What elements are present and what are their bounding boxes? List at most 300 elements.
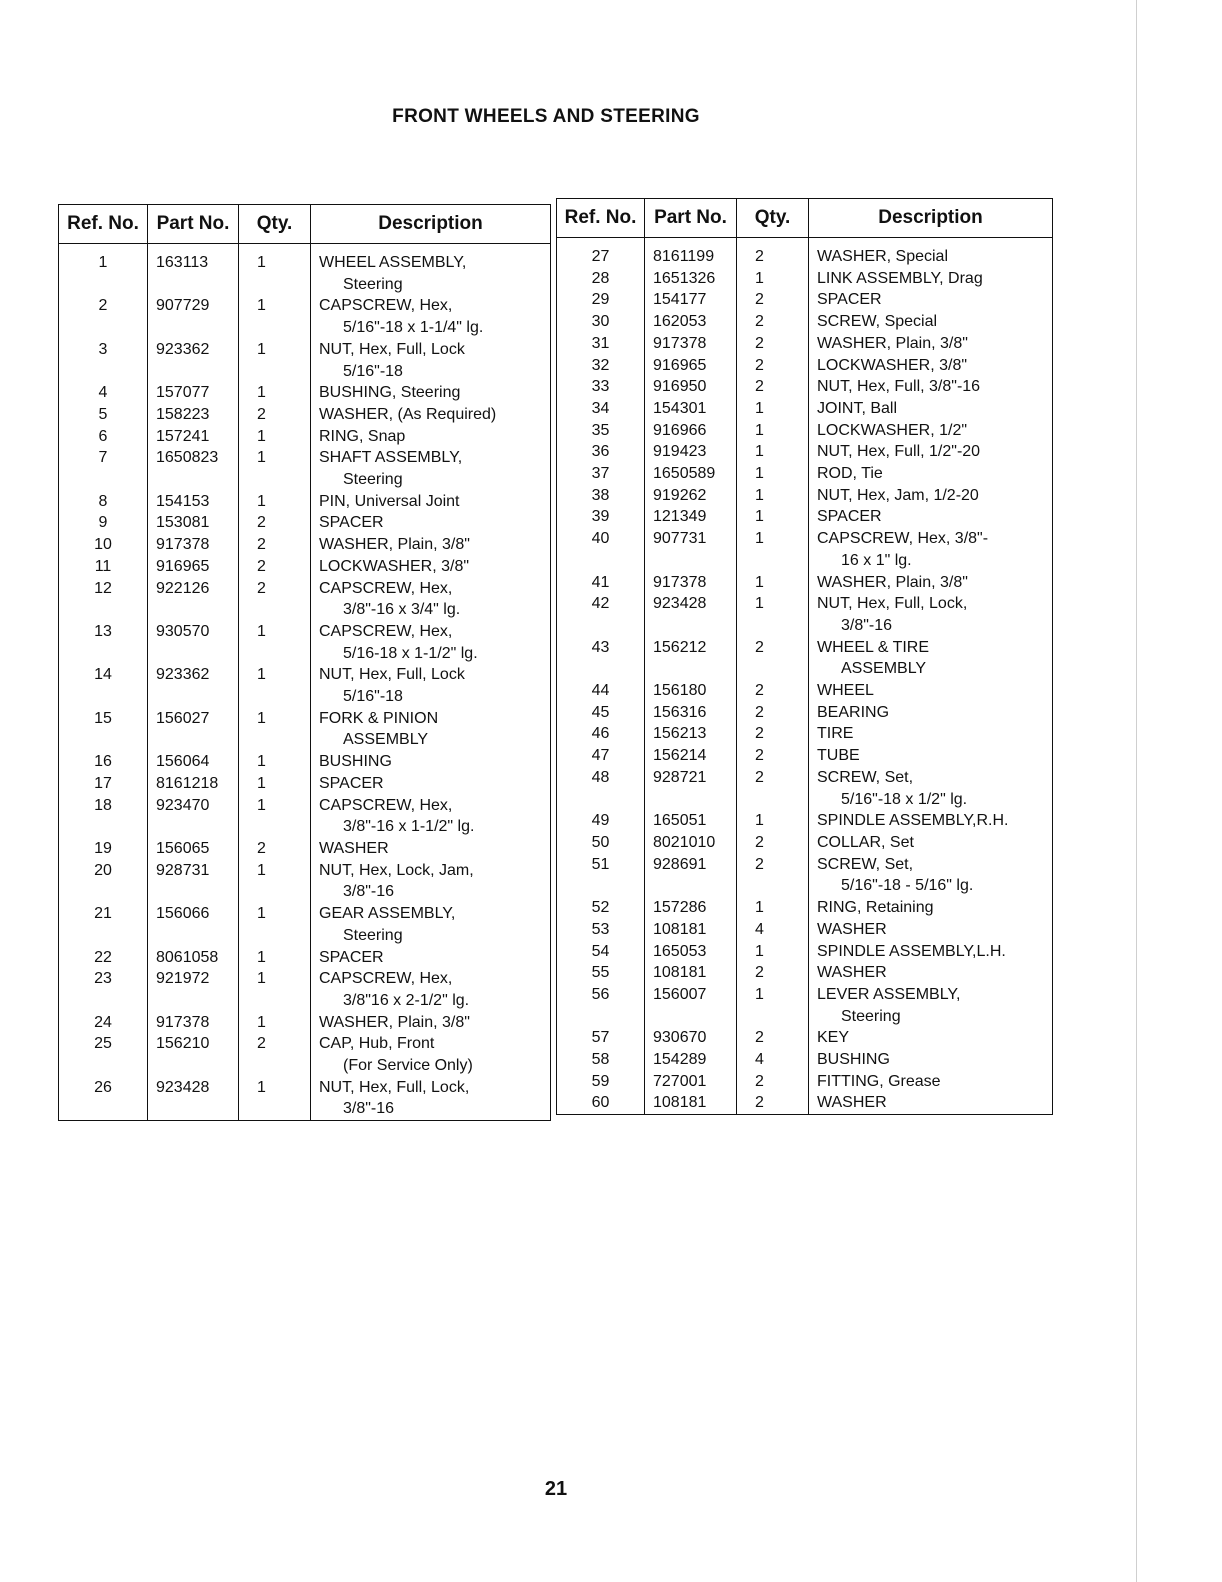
description-line: WASHER, Plain, 3/8"	[319, 536, 470, 554]
qty-cell: 1	[239, 426, 311, 448]
description-cell	[311, 751, 551, 773]
description-line: SPACER	[319, 948, 384, 966]
ref-no-cell: 18	[59, 795, 148, 838]
qty-cell: 2	[737, 376, 809, 398]
description-cell	[311, 621, 551, 664]
description-line: WHEEL ASSEMBLY,	[319, 254, 467, 271]
table-row	[557, 745, 1053, 767]
description-line: FORK & PINION	[319, 709, 439, 727]
part-no-cell: 1650823	[148, 447, 239, 490]
ref-no-cell: 51	[557, 854, 645, 897]
ref-no-cell: 36	[557, 441, 645, 463]
description-cell	[809, 506, 1053, 528]
part-no-cell: 162053	[645, 311, 737, 333]
description-continuation: 3/8"-16	[343, 883, 395, 901]
table-row	[59, 556, 551, 578]
part-no-cell: 156066	[148, 903, 239, 946]
description-cell	[311, 795, 551, 838]
description-line: LEVER ASSEMBLY,	[817, 985, 961, 1003]
part-no-cell: 165053	[645, 941, 737, 963]
ref-no-cell: 7	[59, 447, 148, 490]
table-row	[557, 810, 1053, 832]
qty-cell: 1	[737, 441, 809, 463]
ref-no-cell: 33	[557, 376, 645, 398]
table-row	[557, 463, 1053, 485]
part-no-cell: 917378	[645, 333, 737, 355]
ref-no-cell: 44	[557, 680, 645, 702]
part-no-cell: 928731	[148, 860, 239, 903]
description-line: CAPSCREW, Hex, 3/8"-	[817, 530, 989, 548]
table-row	[59, 1012, 551, 1034]
part-no-cell: 916965	[148, 556, 239, 578]
table-row	[557, 441, 1053, 463]
part-no-cell: 8061058	[148, 947, 239, 969]
description-line: WASHER	[319, 839, 389, 857]
description-line: TIRE	[817, 725, 854, 743]
qty-cell: 1	[737, 810, 809, 832]
description-line: KEY	[817, 1029, 850, 1047]
part-no-cell: 156213	[645, 723, 737, 745]
description-line: SCREW, Special	[817, 313, 938, 331]
part-no-cell: 108181	[645, 962, 737, 984]
ref-no-cell: 11	[59, 556, 148, 578]
description-cell	[809, 311, 1053, 333]
description-cell	[809, 420, 1053, 442]
ref-no-cell: 48	[557, 767, 645, 810]
table-row	[59, 947, 551, 969]
description-cell	[809, 1092, 1053, 1114]
header-qty: Qty.	[239, 205, 311, 244]
description-line: GEAR ASSEMBLY,	[319, 905, 456, 923]
part-no-cell: 157286	[645, 897, 737, 919]
table-row	[59, 534, 551, 556]
description-line: WASHER	[817, 964, 887, 982]
ref-no-cell: 56	[557, 984, 645, 1027]
table-row	[557, 289, 1053, 311]
description-continuation: 5/16"-18	[343, 688, 403, 706]
description-line: WASHER	[817, 920, 887, 938]
description-line: JOINT, Ball	[817, 399, 898, 417]
description-cell	[311, 968, 551, 1011]
ref-no-cell: 57	[557, 1027, 645, 1049]
description-continuation: (For Service Only)	[343, 1057, 473, 1075]
description-cell	[809, 702, 1053, 724]
description-line: WASHER, Plain, 3/8"	[319, 1013, 470, 1031]
part-no-cell: 156212	[645, 637, 737, 680]
description-line: WASHER, Plain, 3/8"	[817, 334, 968, 352]
description-line: LOCKWASHER, 1/2"	[817, 421, 968, 439]
ref-no-cell: 3	[59, 339, 148, 382]
table-row	[557, 528, 1053, 571]
description-cell	[809, 376, 1053, 398]
table-row	[557, 1049, 1053, 1071]
table-row	[557, 506, 1053, 528]
table-row	[557, 1071, 1053, 1093]
description-line: NUT, Hex, Full, Lock,	[817, 595, 968, 613]
table-row	[59, 968, 551, 1011]
description-line: WASHER, (As Required)	[319, 405, 497, 423]
table-row	[59, 773, 551, 795]
qty-cell: 1	[239, 252, 311, 295]
ref-no-cell: 12	[59, 578, 148, 621]
qty-cell: 2	[737, 1027, 809, 1049]
part-no-cell: 154153	[148, 491, 239, 513]
ref-no-cell: 20	[59, 860, 148, 903]
description-cell	[809, 246, 1053, 268]
qty-cell: 2	[737, 246, 809, 268]
description-line: WASHER	[817, 1094, 887, 1112]
header-row	[59, 205, 551, 244]
ref-no-cell: 6	[59, 426, 148, 448]
table-row	[557, 854, 1053, 897]
part-no-cell: 919262	[645, 485, 737, 507]
description-cell	[311, 534, 551, 556]
part-no-cell: 154177	[645, 289, 737, 311]
description-cell	[809, 897, 1053, 919]
qty-cell: 2	[737, 289, 809, 311]
qty-cell: 2	[737, 637, 809, 680]
description-cell	[809, 1027, 1053, 1049]
table-row	[557, 593, 1053, 636]
qty-cell: 2	[239, 512, 311, 534]
qty-cell: 2	[737, 745, 809, 767]
qty-cell: 1	[737, 463, 809, 485]
qty-cell: 1	[239, 903, 311, 946]
table-row	[557, 246, 1053, 268]
table-row	[557, 984, 1053, 1027]
qty-cell: 2	[737, 832, 809, 854]
ref-no-cell: 58	[557, 1049, 645, 1071]
description-continuation: 3/8"-16 x 1-1/2" lg.	[343, 818, 475, 836]
description-continuation: Steering	[343, 471, 403, 489]
header-description: Description	[311, 205, 551, 244]
ref-no-cell: 26	[59, 1077, 148, 1121]
part-no-cell: 930670	[645, 1027, 737, 1049]
part-no-cell: 153081	[148, 512, 239, 534]
qty-cell: 1	[239, 295, 311, 338]
description-line: NUT, Hex, Jam, 1/2-20	[817, 486, 979, 504]
part-no-cell: 923362	[148, 339, 239, 382]
description-continuation: 3/8"16 x 2-1/2" lg.	[343, 991, 470, 1009]
header-ref-no: Ref. No.	[557, 199, 645, 238]
description-cell	[809, 984, 1053, 1027]
ref-no-cell: 41	[557, 572, 645, 594]
description-line: SPINDLE ASSEMBLY,R.H.	[817, 812, 1009, 830]
description-continuation: Steering	[343, 926, 403, 944]
table-row	[59, 491, 551, 513]
description-cell	[809, 355, 1053, 377]
description-line: NUT, Hex, Full, Lock,	[319, 1078, 470, 1096]
description-cell	[809, 485, 1053, 507]
header-part-no: Part No.	[645, 199, 737, 238]
description-cell	[809, 919, 1053, 941]
table-row	[557, 311, 1053, 333]
description-cell	[311, 491, 551, 513]
parts-table-left	[58, 204, 551, 1121]
qty-cell: 2	[737, 1071, 809, 1093]
description-continuation: 5/16-18 x 1-1/2" lg.	[343, 644, 478, 662]
table-row	[59, 664, 551, 707]
table-row	[59, 339, 551, 382]
table-row	[59, 447, 551, 490]
description-line: CAPSCREW, Hex,	[319, 796, 453, 814]
qty-cell: 2	[737, 962, 809, 984]
table-row	[59, 1033, 551, 1076]
qty-cell: 1	[239, 751, 311, 773]
description-line: WHEEL	[817, 682, 874, 700]
description-continuation: 5/16"-18 - 5/16" lg.	[841, 877, 974, 895]
description-line: RING, Snap	[319, 427, 406, 445]
ref-no-cell: 47	[557, 745, 645, 767]
part-no-cell: 156007	[645, 984, 737, 1027]
ref-no-cell: 50	[557, 832, 645, 854]
part-no-cell: 158223	[148, 404, 239, 426]
description-line: COLLAR, Set	[817, 833, 914, 851]
part-no-cell: 165051	[645, 810, 737, 832]
description-cell	[311, 512, 551, 534]
table-row	[59, 252, 551, 295]
description-cell	[311, 947, 551, 969]
part-no-cell: 922126	[148, 578, 239, 621]
table-row	[557, 919, 1053, 941]
description-cell	[311, 578, 551, 621]
description-line: RING, Retaining	[817, 899, 934, 917]
part-no-cell: 917378	[148, 534, 239, 556]
qty-cell: 1	[737, 528, 809, 571]
ref-no-cell: 14	[59, 664, 148, 707]
description-line: BUSHING, Steering	[319, 384, 461, 402]
qty-cell: 1	[239, 382, 311, 404]
description-cell	[809, 333, 1053, 355]
qty-cell: 2	[737, 767, 809, 810]
ref-no-cell: 53	[557, 919, 645, 941]
table-row	[557, 420, 1053, 442]
qty-cell: 1	[239, 447, 311, 490]
description-line: BUSHING	[817, 1051, 890, 1069]
ref-no-cell: 35	[557, 420, 645, 442]
ref-no-cell: 27	[557, 246, 645, 268]
qty-cell: 1	[239, 1012, 311, 1034]
description-continuation: 5/16"-18 x 1-1/4" lg.	[343, 319, 484, 337]
qty-cell: 1	[239, 968, 311, 1011]
table-row	[59, 838, 551, 860]
table-row	[557, 723, 1053, 745]
part-no-cell: 923362	[148, 664, 239, 707]
table-row	[59, 512, 551, 534]
part-no-cell: 8161218	[148, 773, 239, 795]
table-row	[557, 962, 1053, 984]
description-continuation: 5/16"-18 x 1/2" lg.	[841, 790, 968, 808]
description-cell	[311, 903, 551, 946]
part-no-cell: 919423	[645, 441, 737, 463]
ref-no-cell: 23	[59, 968, 148, 1011]
qty-cell: 1	[737, 897, 809, 919]
description-line: WHEEL & TIRE	[817, 638, 930, 656]
table-row	[557, 680, 1053, 702]
ref-no-cell: 30	[557, 311, 645, 333]
description-line: CAPSCREW, Hex,	[319, 970, 453, 988]
header-ref-no: Ref. No.	[59, 205, 148, 244]
ref-no-cell: 21	[59, 903, 148, 946]
description-line: BUSHING	[319, 753, 392, 771]
ref-no-cell: 34	[557, 398, 645, 420]
table-row	[59, 382, 551, 404]
description-cell	[809, 268, 1053, 290]
description-cell	[311, 426, 551, 448]
qty-cell: 1	[737, 420, 809, 442]
table-row	[557, 637, 1053, 680]
description-cell	[809, 289, 1053, 311]
ref-no-cell: 49	[557, 810, 645, 832]
ref-no-cell: 60	[557, 1092, 645, 1114]
part-no-cell: 1650589	[645, 463, 737, 485]
description-line: SPACER	[319, 774, 384, 792]
part-no-cell: 907731	[645, 528, 737, 571]
table-row	[59, 860, 551, 903]
description-line: PIN, Universal Joint	[319, 492, 460, 510]
description-line: SPACER	[319, 514, 384, 532]
part-no-cell: 1651326	[645, 268, 737, 290]
qty-cell: 1	[239, 621, 311, 664]
description-line: NUT, Hex, Lock, Jam,	[319, 861, 474, 879]
table-row	[59, 426, 551, 448]
description-line: WASHER, Plain, 3/8"	[817, 573, 968, 591]
description-line: CAPSCREW, Hex,	[319, 297, 453, 315]
description-line: TUBE	[817, 747, 860, 765]
description-cell	[311, 382, 551, 404]
description-continuation: Steering	[343, 275, 403, 293]
description-cell	[809, 962, 1053, 984]
description-cell	[809, 810, 1053, 832]
qty-cell: 2	[239, 404, 311, 426]
part-no-cell: 923428	[645, 593, 737, 636]
qty-cell: 2	[239, 1033, 311, 1076]
description-line: NUT, Hex, Full, Lock	[319, 340, 465, 358]
qty-cell: 1	[737, 572, 809, 594]
description-continuation: 5/16"-18	[343, 362, 403, 380]
part-no-cell: 921972	[148, 968, 239, 1011]
description-continuation: ASSEMBLY	[343, 731, 429, 749]
table-row	[59, 295, 551, 338]
description-line: NUT, Hex, Full, 1/2"-20	[817, 443, 981, 461]
ref-no-cell: 10	[59, 534, 148, 556]
part-no-cell: 108181	[645, 1092, 737, 1114]
description-cell	[809, 1049, 1053, 1071]
ref-no-cell: 45	[557, 702, 645, 724]
description-line: SHAFT ASSEMBLY,	[319, 449, 463, 467]
qty-cell: 2	[239, 578, 311, 621]
ref-no-cell: 5	[59, 404, 148, 426]
description-cell	[311, 664, 551, 707]
qty-cell: 2	[737, 702, 809, 724]
description-cell	[809, 854, 1053, 897]
description-cell	[809, 941, 1053, 963]
description-line: SPINDLE ASSEMBLY,L.H.	[817, 942, 1006, 960]
description-cell	[809, 528, 1053, 571]
part-no-cell: 121349	[645, 506, 737, 528]
description-cell	[809, 1071, 1053, 1093]
table-row	[557, 941, 1053, 963]
ref-no-cell: 16	[59, 751, 148, 773]
part-no-cell: 917378	[148, 1012, 239, 1034]
qty-cell: 1	[239, 339, 311, 382]
description-cell	[809, 723, 1053, 745]
description-continuation: 3/8"-16	[343, 1100, 395, 1118]
qty-cell: 1	[239, 491, 311, 513]
table-row	[557, 572, 1053, 594]
table-row	[59, 903, 551, 946]
table-row	[557, 832, 1053, 854]
description-continuation: 3/8"-16	[841, 616, 893, 634]
qty-cell: 1	[737, 485, 809, 507]
table-row	[557, 1092, 1053, 1114]
part-no-cell: 156316	[645, 702, 737, 724]
part-no-cell: 156180	[645, 680, 737, 702]
part-no-cell: 156065	[148, 838, 239, 860]
table-row	[59, 621, 551, 664]
description-cell	[809, 832, 1053, 854]
qty-cell: 2	[737, 333, 809, 355]
description-cell	[809, 593, 1053, 636]
part-no-cell: 154301	[645, 398, 737, 420]
table-row	[557, 485, 1053, 507]
ref-no-cell: 52	[557, 897, 645, 919]
part-no-cell: 917378	[645, 572, 737, 594]
qty-cell: 1	[737, 984, 809, 1027]
part-no-cell: 907729	[148, 295, 239, 338]
header-qty: Qty.	[737, 199, 809, 238]
ref-no-cell: 28	[557, 268, 645, 290]
description-line: LOCKWASHER, 3/8"	[319, 557, 470, 575]
qty-cell: 2	[239, 534, 311, 556]
part-no-cell: 923428	[148, 1077, 239, 1121]
qty-cell: 1	[737, 506, 809, 528]
ref-no-cell: 4	[59, 382, 148, 404]
table-row	[59, 708, 551, 751]
description-line: CAP, Hub, Front	[319, 1035, 435, 1053]
qty-cell: 2	[737, 1092, 809, 1114]
part-no-cell: 156027	[148, 708, 239, 751]
table-row	[557, 376, 1053, 398]
qty-cell: 1	[737, 593, 809, 636]
description-cell	[809, 767, 1053, 810]
table-row	[59, 578, 551, 621]
page-edge-divider	[1136, 0, 1137, 1582]
spacer-row	[557, 238, 1053, 247]
table-row	[557, 897, 1053, 919]
description-line: CAPSCREW, Hex,	[319, 622, 453, 640]
ref-no-cell: 2	[59, 295, 148, 338]
ref-no-cell: 31	[557, 333, 645, 355]
qty-cell: 2	[737, 355, 809, 377]
part-no-cell: 157077	[148, 382, 239, 404]
page-title: FRONT WHEELS AND STEERING	[392, 106, 700, 127]
part-no-cell: 916965	[645, 355, 737, 377]
qty-cell: 2	[737, 723, 809, 745]
qty-cell: 2	[239, 556, 311, 578]
ref-no-cell: 46	[557, 723, 645, 745]
part-no-cell: 8021010	[645, 832, 737, 854]
table-row	[59, 1077, 551, 1121]
ref-no-cell: 24	[59, 1012, 148, 1034]
qty-cell: 2	[737, 854, 809, 897]
part-no-cell: 916950	[645, 376, 737, 398]
qty-cell: 1	[737, 398, 809, 420]
part-no-cell: 108181	[645, 919, 737, 941]
qty-cell: 1	[239, 773, 311, 795]
description-line: CAPSCREW, Hex,	[319, 579, 453, 597]
ref-no-cell: 13	[59, 621, 148, 664]
